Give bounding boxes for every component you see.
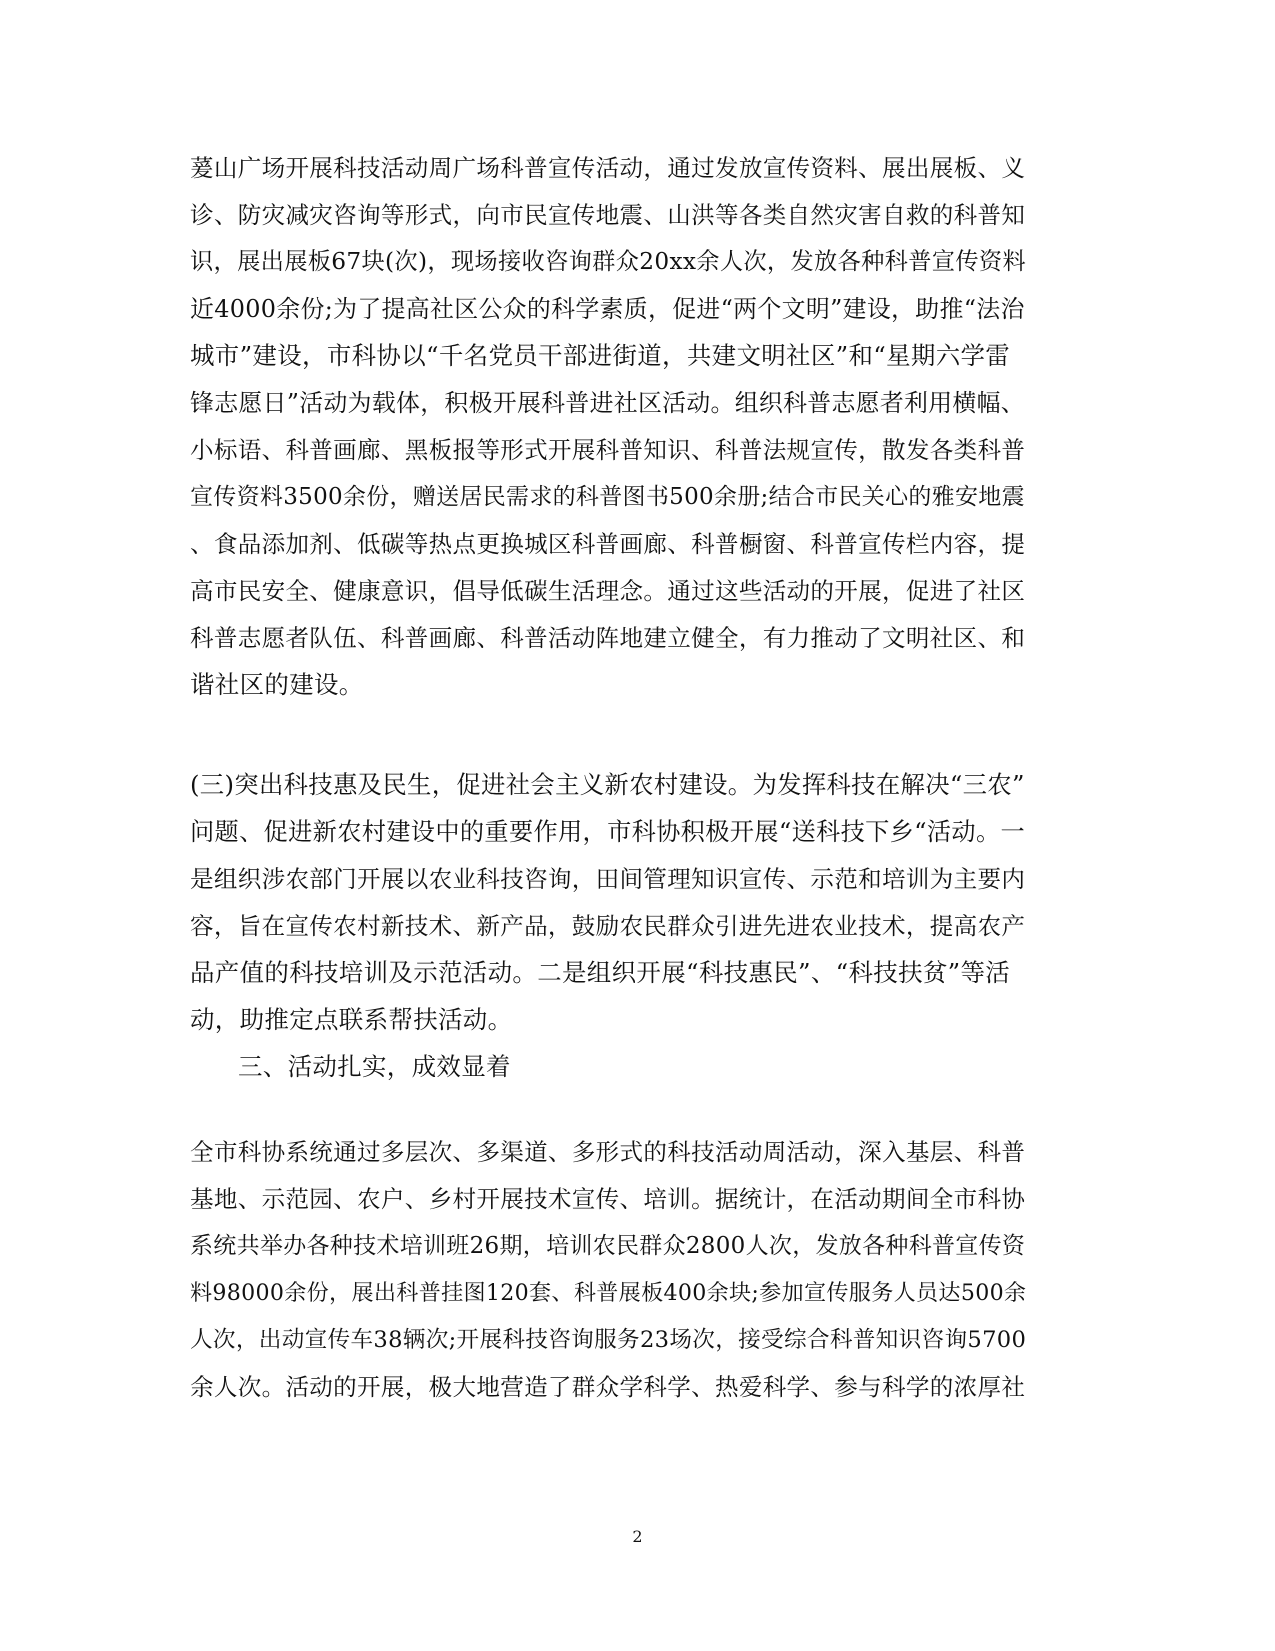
text-line: 是组织涉农部门开展以农业科技咨询，田间管理知识宣传、示范和培训为主要内 xyxy=(190,865,1026,893)
text-line: 识，展出展板67块(次)，现场接收咨询群众20xx余人次，发放各种科普宣传资料 xyxy=(190,248,1026,275)
text-line: 料98000余份，展出科普挂图120套、科普展板400余块;参加宣传服务人员达500余 xyxy=(190,1280,1027,1306)
text-line: 小标语、科普画廊、黑板报等形式开展科普知识、科普法规宣传，散发各类科普 xyxy=(190,436,1026,464)
text-line: 锋志愿日”活动为载体，积极开展科普进社区活动。组织科普志愿者利用横幅、 xyxy=(190,389,1025,417)
text-line: 问题、促进新农村建设中的重要作用，市科协积极开展“送科技下乡“活动。一 xyxy=(190,817,1026,846)
text-line: 人次，出动宣传车38辆次;开展科技咨询服务23场次，接受综合科普知识咨询5700 xyxy=(190,1327,1027,1353)
section-heading: 三、活动扎实，成效显着 xyxy=(238,1052,511,1081)
text-line: 科普志愿者队伍、科普画廊、科普活动阵地建立健全，有力推动了文明社区、和 xyxy=(190,624,1026,652)
text-line: 系统共举办各种技术培训班26期，培训农民群众2800人次，发放各种科普宣传资 xyxy=(190,1233,1026,1259)
text-line: 城市”建设，市科协以“千名党员干部进街道，共建文明社区”和“星期六学雷 xyxy=(190,341,1011,370)
text-line: 、食品添加剂、低碳等热点更换城区科普画廊、科普橱窗、科普宣传栏内容，提 xyxy=(190,530,1026,558)
text-line: 谐社区的建设。 xyxy=(190,670,364,699)
text-line: (三)突出科技惠及民生，促进社会主义新农村建设。为发挥科技在解决“三农” xyxy=(190,770,1025,799)
text-line: 高市民安全、健康意识，倡导低碳生活理念。通过这些活动的开展，促进了社区 xyxy=(190,577,1026,605)
text-line: 动，助推定点联系帮扶活动。 xyxy=(190,1005,513,1034)
text-line: 诊、防灾减灾咨询等形式，向市民宣传地震、山洪等各类自然灾害自救的科普知 xyxy=(190,201,1026,229)
text-line: 宣传资料3500余份，赠送居民需求的科普图书500余册;结合市民关心的雅安地震 xyxy=(190,484,1025,510)
text-line: 全市科协系统通过多层次、多渠道、多形式的科技活动周活动，深入基层、科普 xyxy=(190,1138,1026,1166)
text-line: 基地、示范园、农户、乡村开展技术宣传、培训。据统计，在活动期间全市科协 xyxy=(190,1185,1026,1213)
text-line: 近4000余份;为了提高社区公众的科学素质，促进“两个文明”建设，助推“法治 xyxy=(190,295,1025,323)
text-line: 容，旨在宣传农村新技术、新产品，鼓励农民群众引进先进农业技术，提高农产 xyxy=(190,912,1026,940)
text-line: 余人次。活动的开展，极大地营造了群众学科学、热爱科学、参与科学的浓厚社 xyxy=(190,1373,1026,1401)
text-line: 萲山广场开展科技活动周广场科普宣传活动，通过发放宣传资料、展出展板、义 xyxy=(190,154,1026,182)
text-line: 品产值的科技培训及示范活动。二是组织开展“科技惠民”、“科技扶贫”等活 xyxy=(190,958,1011,987)
page-number: 2 xyxy=(632,1527,643,1546)
